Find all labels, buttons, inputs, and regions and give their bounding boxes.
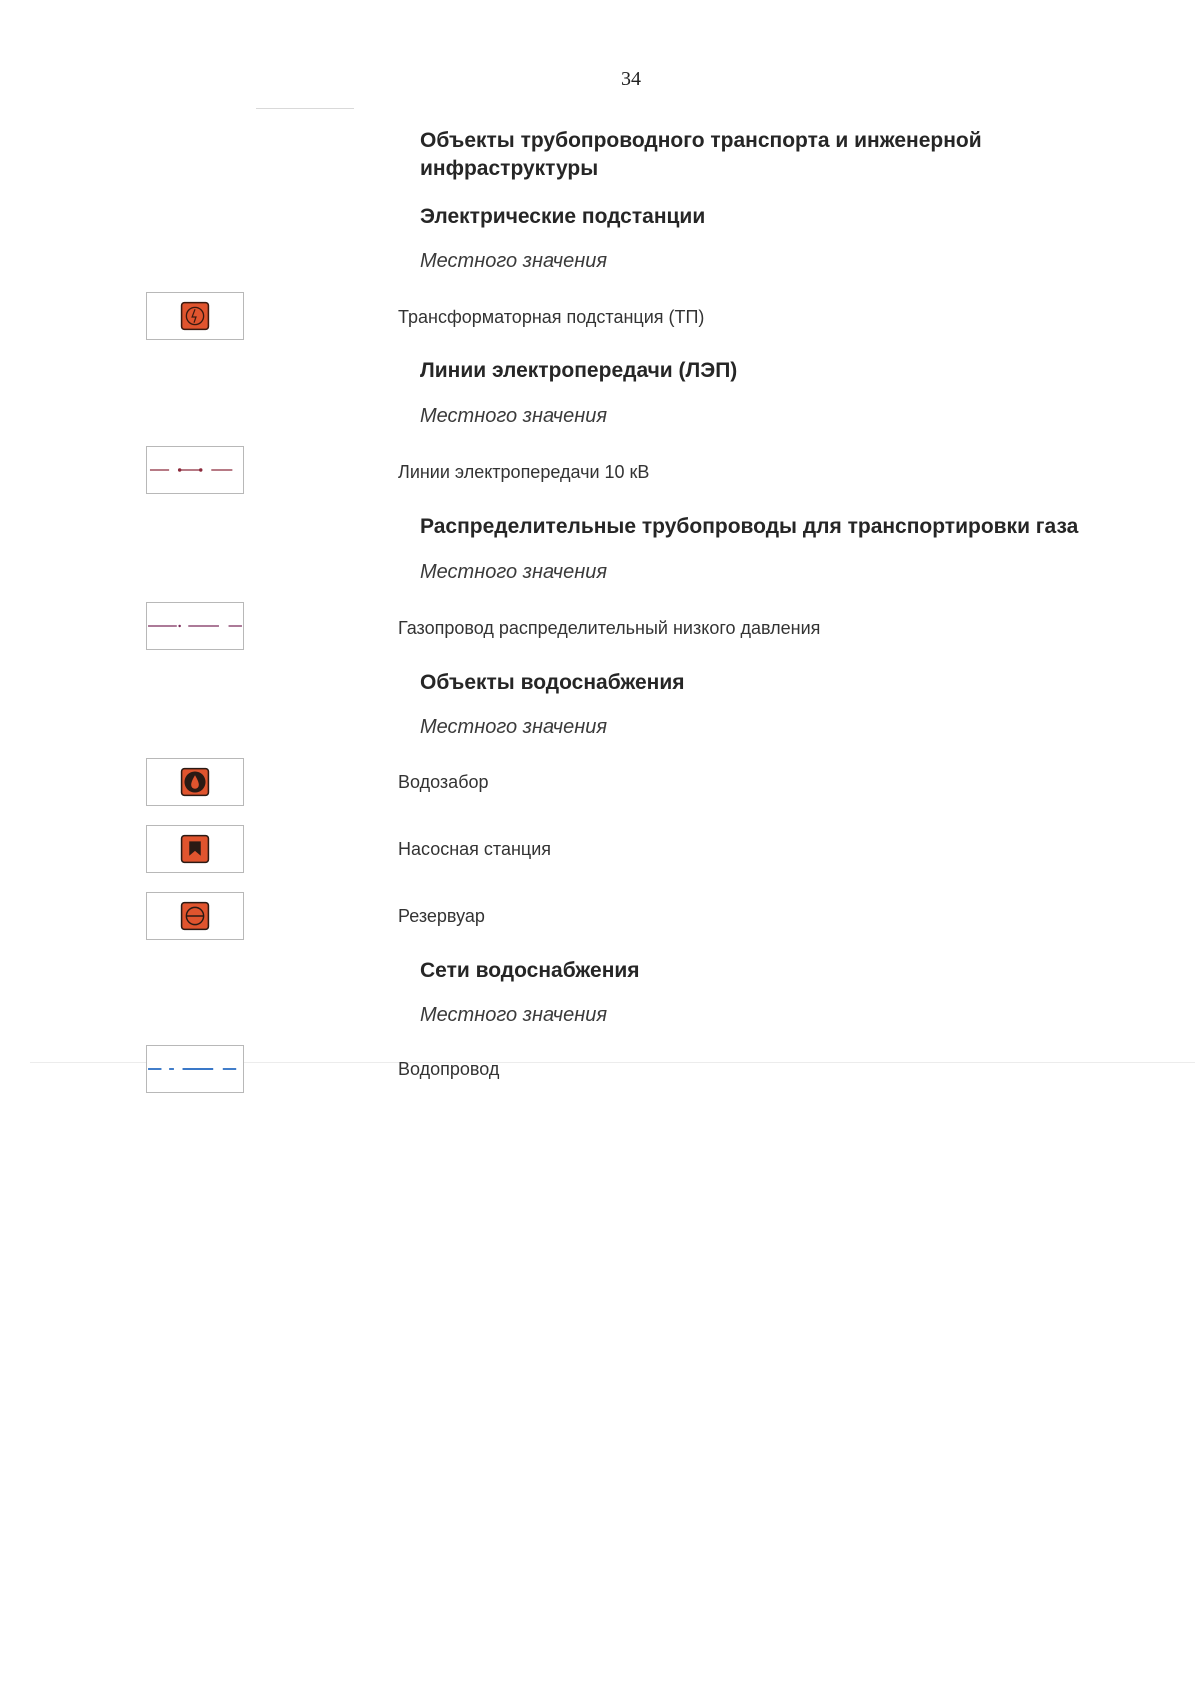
transformer-substation-icon: [147, 293, 243, 339]
group-heading-water-facilities: Объекты водоснабжения: [420, 671, 685, 694]
group-heading-power-lines: Линии электропередачи (ЛЭП): [420, 359, 738, 382]
reservoir-symbol: [146, 892, 244, 940]
group-heading-gas: Распределительные трубопроводы для транспортировки газа: [420, 515, 1079, 538]
legend-item-transformer-substation: Трансформаторная подстанция (ТП): [398, 307, 705, 327]
header-rule: [256, 108, 354, 109]
group-heading-water-networks: Сети водоснабжения: [420, 959, 640, 982]
transformer-substation-symbol: [146, 292, 244, 340]
group-subheading-power-lines: Местного значения: [420, 405, 608, 427]
page-number: 34: [621, 68, 641, 90]
group-subheading-gas: Местного значения: [420, 561, 608, 583]
group-subheading-water-networks: Местного значения: [420, 1004, 608, 1026]
legend-item-pumping-station: Насосная станция: [398, 839, 552, 859]
pumping-station-icon: [147, 826, 243, 872]
legend-item-power-line: Линии электропередачи 10 кВ: [398, 462, 650, 482]
water-intake-icon: [147, 759, 243, 805]
group-heading-substations: Электрические подстанции: [420, 205, 706, 228]
water-intake-symbol: [146, 758, 244, 806]
gas-pipeline-symbol-icon: [147, 603, 243, 649]
power-line-symbol-icon: [147, 447, 243, 493]
gas-pipeline-symbol: [146, 602, 244, 650]
section-title: Объекты трубопроводного транспорта и инженерной инфраструктуры: [420, 129, 982, 180]
group-subheading-water-facilities: Местного значения: [420, 716, 608, 738]
pumping-station-symbol: [146, 825, 244, 873]
water-pipeline-symbol: [146, 1045, 244, 1093]
legend-item-water-intake: Водозабор: [398, 772, 489, 792]
reservoir-icon: [147, 893, 243, 939]
legend-item-reservoir: Резервуар: [398, 906, 485, 926]
legend-item-water-pipeline: Водопровод: [398, 1059, 500, 1079]
legend-item-gas-pipeline: Газопровод распределительный низкого давления: [398, 618, 821, 638]
water-pipeline-symbol-icon: [147, 1046, 243, 1092]
group-subheading-substations: Местного значения: [420, 250, 608, 272]
power-line-symbol: [146, 446, 244, 494]
